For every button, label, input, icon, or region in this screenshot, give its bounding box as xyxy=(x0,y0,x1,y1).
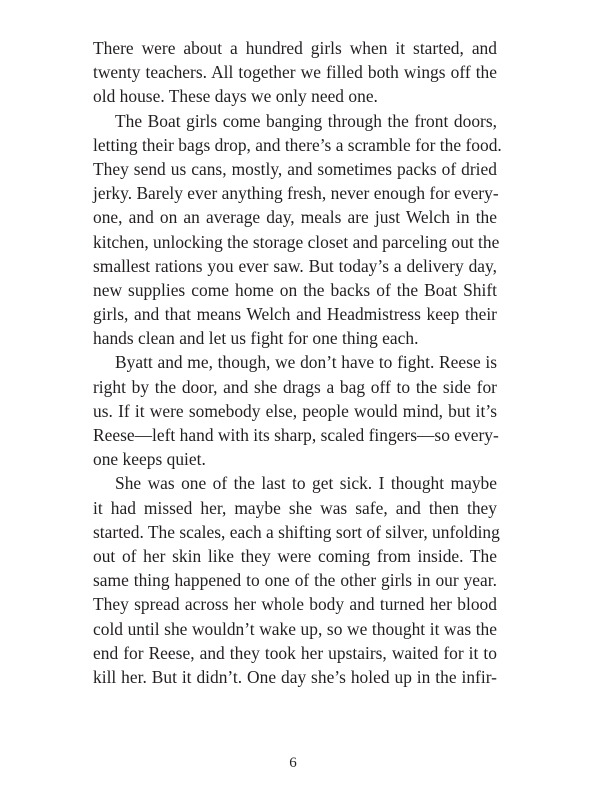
text-line: same thing happened to one of the other girls in our year. xyxy=(93,570,497,591)
text-line: end for Reese, and they took her upstairs, waited for it to xyxy=(93,642,497,663)
page-number: 6 xyxy=(289,755,297,771)
text-line: kill her. But it didn’t. One day she’s holed up in the infir- xyxy=(93,666,497,687)
text-line: it had missed her, maybe she was safe, and then they xyxy=(93,497,497,518)
text-line: She was one of the last to get sick. I thought maybe xyxy=(115,473,497,494)
text-line: cold until she wouldn’t wake up, so we thought it was the xyxy=(93,618,497,639)
text-line: letting their bags drop, and there’s a scramble for the food. xyxy=(93,134,502,155)
text-line: new supplies come home on the backs of the Boat Shift xyxy=(93,279,497,300)
page-body xyxy=(93,36,502,736)
text-line: They send us cans, mostly, and sometimes packs of dried xyxy=(93,158,497,179)
text-line: hands clean and let us fight for one thing each. xyxy=(93,328,419,349)
text-line: out of her skin like they were coming from inside. The xyxy=(93,545,497,566)
text-line: one keeps quiet. xyxy=(93,449,206,470)
text-line: right by the door, and she drags a bag off to the side for xyxy=(93,376,497,397)
text-line: one, and on an average day, meals are just Welch in the xyxy=(93,207,497,228)
text-line: jerky. Barely ever anything fresh, never enough for every- xyxy=(93,183,499,204)
text-line: twenty teachers. All together we filled both wings off the xyxy=(93,62,497,83)
text-line: girls, and that means Welch and Headmistress keep their xyxy=(93,304,497,325)
text-line: started. The scales, each a shifting sort of silver, unfolding xyxy=(93,521,500,542)
text-line: Reese—left hand with its sharp, scaled fingers—so every- xyxy=(93,425,499,445)
text-line: us. If it were somebody else, people would mind, but it’s xyxy=(93,400,497,421)
text-line: Byatt and me, though, we don’t have to fight. Reese is xyxy=(115,352,497,373)
text-line: kitchen, unlocking the storage closet and parceling out the xyxy=(93,231,500,252)
text-line: The Boat girls come banging through the front doors, xyxy=(115,110,497,131)
text-line: There were about a hundred girls when it started, and xyxy=(93,38,497,58)
text-line: old house. These days we only need one. xyxy=(93,86,378,107)
text-line: They spread across her whole body and turned her blood xyxy=(93,594,497,615)
text-line: smallest rations you ever saw. But today’s a delivery day, xyxy=(93,255,497,276)
